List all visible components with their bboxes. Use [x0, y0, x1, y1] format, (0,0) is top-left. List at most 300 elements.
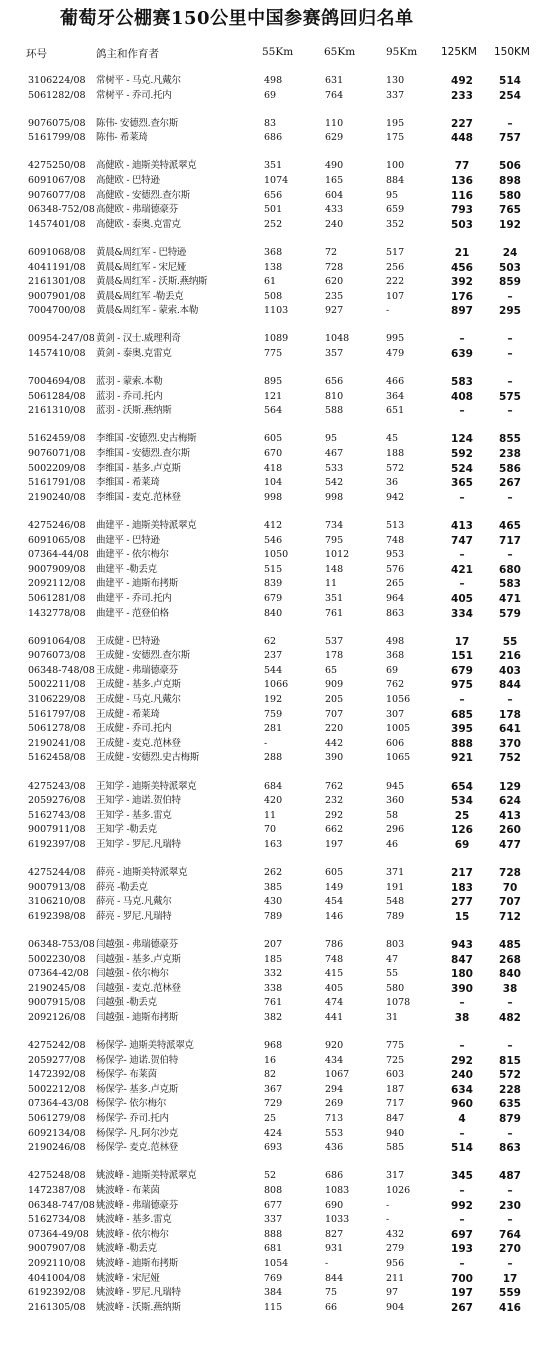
- ring-number: 1432778/08: [28, 607, 86, 619]
- table-row: [0, 476, 540, 490]
- result-65km: 662: [325, 824, 344, 836]
- table-row: [0, 332, 540, 346]
- owner-breeder: 王成健 - 希莱琦: [96, 708, 160, 720]
- result-150km: 765: [499, 204, 521, 217]
- owner-breeder: 闫越强 - 弗瑞德豪芬: [96, 938, 178, 950]
- result-125km: 136: [451, 175, 473, 187]
- result-55km: 351: [264, 160, 283, 172]
- result-95km: 1078: [386, 997, 411, 1009]
- result-125km: 639: [451, 348, 473, 360]
- result-65km: 75: [325, 1287, 338, 1299]
- result-55km: -: [264, 737, 268, 749]
- result-150km: 268: [499, 953, 521, 966]
- result-95km: 58: [386, 809, 399, 821]
- owner-breeder: 陈伟- 希莱琦: [96, 132, 148, 144]
- table-row: [0, 390, 540, 404]
- result-95km: 222: [386, 276, 405, 288]
- owner-breeder: 杨保学- 基多.卢克斯: [96, 1083, 178, 1095]
- table-row: [0, 203, 540, 217]
- result-95km: 195: [386, 117, 405, 129]
- result-125km: 277: [451, 896, 473, 909]
- result-95km: 904: [386, 1301, 405, 1313]
- result-150km: 295: [499, 305, 521, 318]
- result-65km: 269: [325, 1098, 344, 1110]
- result-55km: 759: [264, 708, 283, 720]
- owner-breeder: 姚波峰 -勒丢克: [96, 1243, 157, 1255]
- result-150km: 192: [499, 218, 521, 231]
- result-125km: 793: [451, 204, 473, 217]
- table-row: [0, 592, 540, 606]
- result-150km: 635: [499, 1098, 521, 1111]
- result-55km: 839: [264, 578, 283, 590]
- result-65km: 728: [325, 261, 344, 273]
- result-95km: 953: [386, 549, 405, 561]
- table-row: [0, 895, 540, 909]
- table-row: [0, 261, 540, 275]
- result-65km: 294: [325, 1083, 344, 1095]
- result-125km: 888: [451, 737, 473, 750]
- result-95km: 307: [386, 708, 405, 720]
- table-row: [0, 708, 540, 722]
- ring-number: 07364-44/08: [28, 549, 89, 561]
- ring-number: 9076073/08: [28, 650, 86, 662]
- ring-number: 2190245/08: [28, 982, 86, 994]
- result-55km: 1074: [264, 175, 289, 186]
- result-55km: 337: [264, 1214, 283, 1226]
- table-row: [0, 1184, 540, 1198]
- result-95km: 775: [386, 1040, 405, 1051]
- table-row: [0, 218, 540, 232]
- owner-breeder: 黄晨&周红军 - 蒙索.本勒: [96, 305, 199, 317]
- result-125km: –: [459, 1184, 465, 1197]
- result-125km: 679: [451, 664, 473, 677]
- page-title: 葡萄牙公棚赛150公里中国参赛鸽回归名单: [60, 8, 414, 29]
- result-125km: 217: [451, 867, 473, 879]
- result-125km: 921: [451, 752, 473, 765]
- result-125km: –: [459, 1040, 465, 1052]
- result-150km: 24: [502, 246, 518, 259]
- result-65km: 734: [325, 519, 344, 531]
- table-row: [0, 693, 540, 707]
- result-95km: 364: [386, 390, 405, 402]
- result-95km: 31: [386, 1011, 399, 1023]
- ring-number: 5162734/08: [28, 1214, 86, 1226]
- result-95km: -: [386, 1199, 390, 1211]
- result-55km: 501: [264, 204, 283, 216]
- result-125km: 847: [451, 953, 473, 966]
- result-125km: –: [459, 333, 465, 346]
- result-55km: 237: [264, 650, 283, 662]
- result-65km: 205: [325, 694, 344, 705]
- ring-number: 6192392/08: [28, 1287, 86, 1299]
- result-55km: 163: [264, 838, 283, 850]
- result-65km: 178: [325, 650, 344, 662]
- result-125km: 992: [451, 1199, 473, 1212]
- ring-number: 2190241/08: [28, 737, 86, 749]
- header-owner-breeder: 鸽主和作育者: [96, 48, 159, 60]
- owner-breeder: 姚波峰 - 迪斯美特派翠克: [96, 1170, 197, 1182]
- result-55km: 564: [264, 405, 283, 417]
- result-55km: 656: [264, 189, 283, 201]
- result-55km: 61: [264, 276, 277, 288]
- result-65km: 405: [325, 982, 344, 994]
- result-55km: 385: [264, 881, 283, 893]
- owner-breeder: 王知学 - 迪诺.贺伯特: [96, 795, 181, 807]
- result-125km: 151: [451, 650, 473, 663]
- ring-number: 06348-753/08: [28, 938, 95, 950]
- owner-breeder: 姚波峰 - 罗尼.凡瑞特: [96, 1287, 181, 1299]
- ring-number: 07364-43/08: [28, 1098, 89, 1110]
- result-125km: 126: [451, 824, 473, 837]
- result-65km: 762: [325, 780, 344, 792]
- ring-number: 9007913/08: [28, 881, 86, 893]
- ring-number: 4275250/08: [28, 160, 86, 172]
- result-150km: 413: [499, 809, 521, 822]
- table-row: [0, 1112, 540, 1126]
- owner-breeder: 黄晨&周红军 - 巴特逊: [96, 246, 187, 258]
- table-row: [0, 1054, 540, 1068]
- result-55km: 546: [264, 534, 283, 546]
- result-150km: 216: [499, 650, 521, 663]
- owner-breeder: 黄晨&周红军 -勒丢克: [96, 290, 184, 302]
- result-150km: 624: [499, 795, 521, 808]
- result-150km: –: [507, 405, 513, 418]
- table-row: [0, 447, 540, 461]
- result-55km: 382: [264, 1011, 283, 1023]
- result-125km: 392: [451, 276, 473, 289]
- result-150km: –: [507, 333, 513, 346]
- result-150km: 580: [499, 189, 521, 202]
- ring-number: 7004700/08: [28, 305, 86, 317]
- owner-breeder: 黄剑 - 汉士.威理利奇: [96, 333, 181, 345]
- result-95km: 47: [386, 953, 399, 965]
- result-95km: 964: [386, 592, 405, 604]
- table-row: [0, 563, 540, 577]
- table-row: [0, 275, 540, 289]
- result-150km: 680: [499, 563, 521, 576]
- result-65km: 165: [325, 175, 344, 186]
- result-55km: 281: [264, 723, 283, 735]
- result-125km: 421: [451, 563, 473, 576]
- result-65km: 656: [325, 376, 344, 388]
- result-125km: 492: [451, 75, 473, 87]
- result-55km: 605: [264, 433, 283, 445]
- result-95km: 46: [386, 838, 399, 850]
- table-row: [0, 794, 540, 808]
- ring-number: 6091067/08: [28, 175, 86, 186]
- ring-number: 6192398/08: [28, 910, 86, 922]
- result-65km: 998: [325, 491, 344, 503]
- result-95km: 317: [386, 1170, 405, 1182]
- result-150km: 879: [499, 1113, 521, 1125]
- ring-number: 00954-247/08: [28, 333, 95, 345]
- table-row: [0, 737, 540, 751]
- result-95km: 513: [386, 519, 405, 531]
- result-95km: 69: [386, 664, 399, 676]
- result-95km: 130: [386, 75, 405, 86]
- result-150km: 898: [499, 175, 521, 187]
- table-row: [0, 1083, 540, 1097]
- result-55km: 412: [264, 519, 283, 531]
- result-125km: 592: [451, 448, 473, 460]
- result-55km: 185: [264, 953, 283, 965]
- result-65km: 1083: [325, 1184, 350, 1196]
- result-125km: 240: [451, 1069, 473, 1082]
- ring-number: 6092134/08: [28, 1127, 86, 1139]
- result-125km: 524: [451, 462, 473, 475]
- owner-breeder: 王知学 - 罗尼.凡瑞特: [96, 838, 181, 850]
- owner-breeder: 闫越强 - 迪斯布拷斯: [96, 1011, 178, 1023]
- result-55km: 544: [264, 664, 283, 676]
- result-55km: 16: [264, 1054, 277, 1066]
- result-95km: 55: [386, 968, 399, 980]
- result-95km: 659: [386, 204, 405, 216]
- ring-number: 6091068/08: [28, 246, 86, 258]
- table-row: [0, 462, 540, 476]
- result-95km: 940: [386, 1127, 405, 1139]
- result-150km: 575: [499, 390, 521, 403]
- result-125km: 345: [451, 1170, 473, 1183]
- result-150km: 514: [499, 75, 521, 87]
- table-row: [0, 1301, 540, 1315]
- owner-breeder: 曲建平 - 迪斯美特派翠克: [96, 519, 197, 531]
- result-55km: 679: [264, 592, 283, 604]
- table-row: [0, 1199, 540, 1213]
- result-65km: 1012: [325, 549, 350, 561]
- owner-breeder: 蓝羽 - 沃斯.燕纳斯: [96, 405, 172, 417]
- result-65km: 1067: [325, 1069, 350, 1081]
- table-row: [0, 74, 540, 88]
- table-row: [0, 838, 540, 852]
- result-150km: 863: [499, 1142, 521, 1155]
- table-row: [0, 1169, 540, 1183]
- ring-number: 2092110/08: [28, 1257, 86, 1269]
- result-95km: 211: [386, 1272, 405, 1284]
- ring-number: 5002212/08: [28, 1083, 86, 1095]
- result-65km: 713: [325, 1113, 344, 1124]
- result-65km: 390: [325, 752, 344, 764]
- result-95km: 337: [386, 89, 405, 101]
- table-row: [0, 982, 540, 996]
- ring-number: 06348-748/08: [28, 664, 95, 676]
- result-65km: 533: [325, 462, 344, 474]
- result-65km: 631: [325, 75, 344, 86]
- result-65km: 786: [325, 938, 344, 950]
- result-125km: 124: [451, 433, 473, 446]
- ring-number: 6091065/08: [28, 534, 86, 546]
- owner-breeder: 高健欧 - 泰奥.克雷克: [96, 218, 181, 230]
- result-55km: 677: [264, 1199, 283, 1211]
- result-65km: 827: [325, 1228, 344, 1240]
- result-65km: 605: [325, 867, 344, 878]
- result-65km: 588: [325, 405, 344, 417]
- owner-breeder: 曲建平 - 迪斯布拷斯: [96, 578, 178, 590]
- result-150km: –: [507, 694, 513, 706]
- ring-number: 4275244/08: [28, 867, 86, 878]
- result-55km: 840: [264, 607, 283, 619]
- result-55km: 775: [264, 348, 283, 359]
- result-125km: 38: [454, 1011, 470, 1024]
- result-55km: 121: [264, 390, 283, 402]
- ring-number: 2190240/08: [28, 491, 86, 503]
- table-row: [0, 910, 540, 924]
- result-95km: 265: [386, 578, 405, 590]
- result-95km: 789: [386, 910, 405, 922]
- result-95km: 368: [386, 650, 405, 662]
- result-55km: 789: [264, 910, 283, 922]
- table-row: [0, 290, 540, 304]
- result-55km: 508: [264, 290, 283, 302]
- result-65km: 467: [325, 448, 344, 459]
- ring-number: 5161799/08: [28, 132, 86, 144]
- result-150km: –: [507, 290, 513, 303]
- owner-breeder: 陈伟- 安德烈.查尔斯: [96, 117, 178, 129]
- result-65km: 686: [325, 1170, 344, 1182]
- ring-number: 3106224/08: [28, 75, 86, 86]
- result-65km: 620: [325, 276, 344, 288]
- ring-number: 9007901/08: [28, 290, 86, 302]
- result-95km: 995: [386, 333, 405, 345]
- owner-breeder: 王成健 - 麦克.范林登: [96, 737, 181, 749]
- result-150km: –: [507, 376, 513, 389]
- result-55km: 368: [264, 246, 283, 258]
- result-150km: 230: [499, 1199, 521, 1212]
- result-150km: 503: [499, 261, 521, 274]
- result-125km: 116: [451, 189, 473, 202]
- owner-breeder: 王成健 - 巴特逊: [96, 635, 160, 647]
- result-150km: –: [507, 997, 513, 1010]
- result-150km: –: [507, 1127, 513, 1140]
- table-row: [0, 1068, 540, 1082]
- header-ring-number: 环号: [26, 48, 47, 60]
- result-125km: 77: [454, 160, 470, 173]
- result-150km: –: [507, 1040, 513, 1052]
- result-65km: 537: [325, 635, 344, 647]
- table-row: [0, 751, 540, 765]
- result-65km: 433: [325, 204, 344, 216]
- result-150km: 485: [499, 938, 521, 951]
- result-65km: 927: [325, 305, 344, 317]
- result-55km: 367: [264, 1083, 283, 1095]
- table-row: [0, 174, 540, 188]
- result-125km: 897: [451, 305, 473, 318]
- owner-breeder: 姚波峰 - 沃斯.燕纳斯: [96, 1301, 181, 1313]
- ring-number: 6192397/08: [28, 838, 86, 850]
- result-55km: 332: [264, 968, 283, 980]
- result-125km: 390: [451, 982, 473, 995]
- result-65km: 72: [325, 246, 338, 258]
- result-55km: 83: [264, 117, 277, 129]
- result-55km: 1089: [264, 333, 289, 345]
- result-125km: 227: [451, 117, 473, 130]
- ring-number: 7004694/08: [28, 376, 86, 388]
- ring-number: 9007915/08: [28, 997, 86, 1009]
- result-65km: 690: [325, 1199, 344, 1211]
- result-95km: 296: [386, 824, 405, 836]
- ring-number: 5162459/08: [28, 433, 86, 445]
- result-65km: 1033: [325, 1214, 350, 1226]
- result-95km: 606: [386, 737, 405, 749]
- result-125km: 514: [451, 1142, 473, 1155]
- result-65km: 442: [325, 737, 344, 749]
- result-150km: 757: [499, 132, 521, 145]
- result-150km: –: [507, 1214, 513, 1227]
- table-row: [0, 996, 540, 1010]
- owner-breeder: 高健欧 - 弗瑞德豪芬: [96, 204, 178, 216]
- result-65km: 629: [325, 132, 344, 144]
- result-55km: 1050: [264, 549, 289, 561]
- result-95km: 95: [386, 189, 399, 201]
- table-row: [0, 1127, 540, 1141]
- result-125km: 634: [451, 1083, 473, 1096]
- ring-number: 4275242/08: [28, 1040, 86, 1051]
- result-55km: 104: [264, 477, 283, 489]
- result-125km: 960: [451, 1098, 473, 1111]
- result-125km: 365: [451, 477, 473, 490]
- owner-breeder: 高健欧 - 巴特逊: [96, 175, 160, 186]
- result-55km: 769: [264, 1272, 283, 1284]
- result-125km: 176: [451, 290, 473, 303]
- result-55km: 761: [264, 997, 283, 1009]
- result-95km: 576: [386, 563, 405, 575]
- result-150km: 728: [499, 867, 521, 879]
- result-125km: –: [459, 997, 465, 1010]
- table-row: [0, 159, 540, 173]
- result-150km: 403: [499, 664, 521, 677]
- result-95km: 1056: [386, 694, 411, 705]
- result-55km: 681: [264, 1243, 283, 1255]
- result-95km: 717: [386, 1098, 405, 1110]
- result-65km: 351: [325, 592, 344, 604]
- result-65km: 553: [325, 1127, 344, 1139]
- result-55km: 888: [264, 1228, 283, 1240]
- ring-number: 4041004/08: [28, 1272, 86, 1284]
- ring-number: 5061278/08: [28, 723, 86, 735]
- result-65km: 707: [325, 708, 344, 720]
- result-55km: 262: [264, 867, 283, 878]
- ring-number: 5061279/08: [28, 1113, 86, 1124]
- owner-breeder: 王成健 - 弗瑞德豪芬: [96, 664, 178, 676]
- owner-breeder: 闫越强 - 基多.卢克斯: [96, 953, 181, 965]
- result-150km: 267: [499, 477, 521, 490]
- result-55km: 70: [264, 824, 277, 836]
- result-125km: 456: [451, 261, 473, 274]
- ring-number: 2161301/08: [28, 276, 86, 288]
- ring-number: 3106210/08: [28, 896, 86, 908]
- result-150km: 844: [499, 679, 521, 692]
- owner-breeder: 曲建平 - 巴特逊: [96, 534, 160, 546]
- result-125km: 405: [451, 592, 473, 605]
- result-150km: 855: [499, 433, 521, 446]
- ring-number: 07364-49/08: [28, 1228, 89, 1240]
- header-95km: 95Km: [386, 46, 418, 58]
- result-125km: 25: [454, 809, 470, 822]
- table-row: [0, 664, 540, 678]
- result-65km: 795: [325, 534, 344, 546]
- result-150km: 260: [499, 824, 521, 837]
- ring-number: 2059277/08: [28, 1054, 86, 1066]
- result-95km: 803: [386, 938, 405, 950]
- result-95km: 352: [386, 218, 405, 230]
- result-150km: 840: [499, 968, 521, 981]
- result-150km: 17: [502, 1272, 518, 1285]
- result-150km: 815: [499, 1054, 521, 1067]
- owner-breeder: 王成健 - 乔司.托内: [96, 723, 172, 735]
- result-65km: 357: [325, 348, 344, 359]
- result-55km: 338: [264, 982, 283, 994]
- owner-breeder: 黄剑 - 泰奥.克雷克: [96, 348, 172, 359]
- result-95km: 572: [386, 462, 405, 474]
